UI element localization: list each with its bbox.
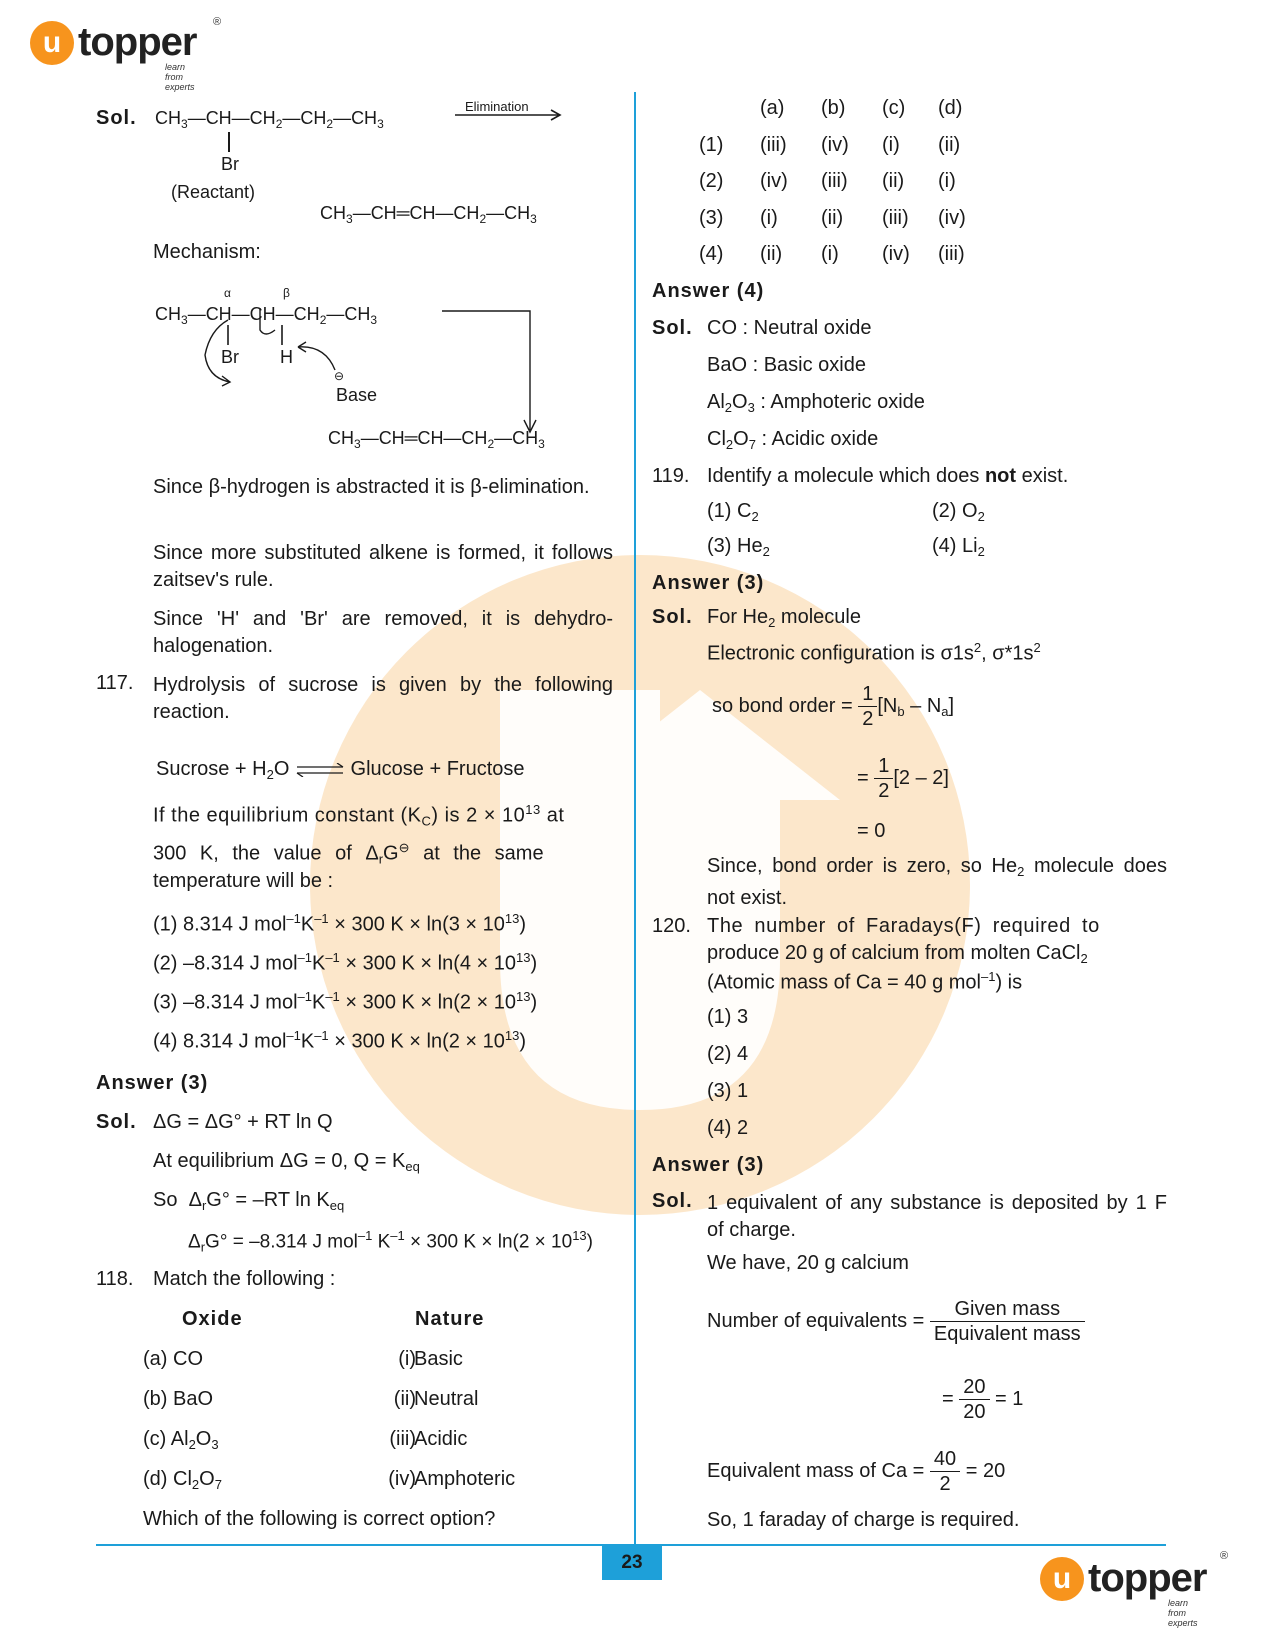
q120-line3-b: ) is xyxy=(995,971,1023,994)
brand-mark-icon: u xyxy=(30,21,74,65)
bond-line xyxy=(228,132,230,152)
given-mass: Given mass xyxy=(930,1297,1085,1322)
table-head-d: (d) xyxy=(938,97,963,119)
brand-logo-top xyxy=(30,16,222,92)
registered-icon: ® xyxy=(213,16,222,28)
sol-119-config: Electronic configuration is $\sigma 1s^2$, $\sigma*1s^2$ xyxy=(707,640,1041,665)
q120-line3-a: (Atomic mass of Ca = 40 g mol xyxy=(707,971,981,994)
row2-num: (2) xyxy=(699,170,724,192)
row1-b: (iv) xyxy=(821,134,849,156)
bond-order-eq2: = $\frac{1}{2}$ [2 – 2] xyxy=(857,755,949,802)
nature-num-iii: (iii) xyxy=(389,1428,416,1450)
q120-line2-text: produce 20 g of calcium from molten CaCl xyxy=(707,942,1081,964)
nature-acidic: Acidic xyxy=(414,1428,468,1450)
row1-c: (i) xyxy=(882,134,900,156)
nature-num-i: (i) xyxy=(398,1348,416,1370)
q117-option-1: (1) 8.314 J $mol^{-1}K^{-1} \times 300$ $K \times \ln(3 \times 10^{13})$ xyxy=(153,911,527,936)
nature-basic: Basic xyxy=(414,1348,463,1370)
brand-tagline-bottom: learn from experts xyxy=(1168,1598,1198,1628)
q119-not: not xyxy=(984,465,1017,487)
q117-equilibrium-line3: temperature will be : xyxy=(153,870,334,892)
row2-c: (ii) xyxy=(882,170,905,192)
sol-119-conclusion: Since, bond order is zero, so $He_2$ molecule does not exist. xyxy=(707,855,1167,909)
half-fraction: $\frac{1}{2}$ xyxy=(858,682,877,731)
q118-which: Which of the following is correct option? xyxy=(143,1508,496,1530)
q119-text xyxy=(707,465,1068,488)
eq-mass-ca: Equivalent mass of Ca = $\frac{40}{2}$ = 20 xyxy=(707,1448,1006,1495)
q118-text: Match the following : xyxy=(153,1268,336,1290)
bond-order-zero: = 0 xyxy=(857,820,886,842)
q117-number: 117. xyxy=(96,672,134,694)
bond-order-eq: so bond order = $\frac{1}{2}$ $[N_b - N_a]$ xyxy=(712,683,955,730)
alpha-label: α xyxy=(224,286,231,300)
table-head-a: (a) xyxy=(760,97,785,119)
answer-119: Answer (3) xyxy=(652,572,765,594)
row4-c: (iv) xyxy=(882,243,910,265)
sol-118-cl2o7: $Cl_2O_7$ : Acidic oxide xyxy=(707,428,879,452)
equilibrium-arrow-icon xyxy=(295,763,345,777)
row1-a: (iii) xyxy=(760,134,787,156)
oxide-b: (b) BaO xyxy=(143,1388,214,1410)
row4-d: (iii) xyxy=(938,243,965,265)
column-divider xyxy=(634,92,636,1547)
q119-text-b: exist. xyxy=(1021,465,1069,487)
q117-option-4: (4) 8.314 J $mol^{-1}K^{-1} \times 300$ $K \times \ln(2 \times 10^{13})$ xyxy=(153,1028,527,1053)
brand-tagline: learn from experts xyxy=(165,62,195,92)
q119-option-1: (1) $C_2$ xyxy=(707,500,759,524)
mechanism-heading: Mechanism: xyxy=(153,241,261,263)
row2-b: (iii) xyxy=(821,170,848,192)
oxide-a: (a) CO xyxy=(143,1348,203,1370)
reactant-label: (Reactant) xyxy=(171,182,256,202)
sol-120-final: So, 1 faraday of charge is required. xyxy=(707,1509,1020,1531)
forty-fraction: $\frac{40}{2}$ xyxy=(930,1447,960,1496)
equivalent-mass: Equivalent mass xyxy=(933,1323,1081,1345)
oxide-c-label: (c) Al xyxy=(143,1428,189,1450)
q119-option-4: (4) $Li_2$ xyxy=(932,535,985,559)
sol-120-line2: We have, 20 g calcium xyxy=(707,1252,909,1274)
q119-text-a: Identify a molecule which does xyxy=(707,465,980,487)
sol-119-for-he: For He xyxy=(707,606,769,628)
q120-line1: The number of Faradays(F) required to xyxy=(707,915,1100,937)
num-equivalents-label: Number of equivalents = xyxy=(707,1309,925,1332)
q120-line3: (Atomic mass of Ca = 40 g mol$^{-1}$) is xyxy=(707,969,1023,994)
num-equivalents-eq xyxy=(707,1297,1085,1346)
row3-a: (i) xyxy=(760,207,778,229)
eq-mass-ca-label: Equivalent mass of Ca = xyxy=(707,1459,925,1482)
br-label: Br xyxy=(221,154,239,174)
nature-amphoteric: Amphoteric xyxy=(414,1468,516,1490)
q120-option-4: (4) 2 xyxy=(707,1117,749,1139)
row4-b: (i) xyxy=(821,243,839,265)
row4-num: (4) xyxy=(699,243,724,265)
sol-118-al2o3-text: : Amphoteric oxide xyxy=(760,391,925,413)
sol-117-line1: ΔG = ΔG° + RT ln Q xyxy=(153,1111,333,1133)
q119-option-3: (3) $He_2$ xyxy=(707,535,770,559)
mechanism-chain: $CH_3—CH—CH—CH_2—CH_3$ xyxy=(155,304,378,327)
oxide-d-label: (d) Cl xyxy=(143,1468,192,1490)
q120-line2: produce 20 g of calcium from molten CaCl$_2$ xyxy=(707,942,1088,966)
mechanism-product: $CH_3—CH═CH—CH_2—CH_3$ xyxy=(328,428,545,451)
para-zaitsev: Since more substituted alkene is formed, it follows zaitsev's rule. xyxy=(153,542,613,591)
sol-118-al2o3: $Al_2O_3$ : Amphoteric oxide xyxy=(707,391,925,415)
sol-118-label: Sol. xyxy=(652,317,693,339)
registered-icon-bottom: ® xyxy=(1220,1550,1229,1562)
para-dehydrohalogenation: Since 'H' and 'Br' are removed, it is dehydro-halogenation. xyxy=(153,608,613,657)
q118-number: 118. xyxy=(96,1268,134,1290)
nature-num-ii: (ii) xyxy=(393,1388,416,1410)
col-nature-header: Nature xyxy=(415,1308,485,1330)
q119-option-2: (2) $O_2$ xyxy=(932,500,985,524)
equivalents-value: = $\frac{20}{20}$ = 1 xyxy=(942,1376,1024,1423)
sol-117-label: Sol. xyxy=(96,1111,137,1133)
page-number-box xyxy=(602,1546,662,1580)
brand-logo-bottom xyxy=(1040,1550,1229,1628)
row2-d: (i) xyxy=(938,170,956,192)
mass-fraction xyxy=(930,1297,1085,1346)
table-head-b: (b) xyxy=(821,97,846,119)
reaction-fructose: Fructose xyxy=(446,758,525,780)
q117-option-2: (2) –8.314 J $mol^{-1}K^{-1} \times 300$ $K \times \ln(4 \times 10^{13})$ xyxy=(153,950,538,975)
q117-option-4-label: (4) 8.314 J mol xyxy=(153,1030,287,1053)
h-label: H xyxy=(280,347,293,367)
reactant-chain: $CH_3—CH—CH_2—CH_2—CH_3$ xyxy=(155,108,384,131)
negative-charge-icon: ⊖ xyxy=(334,369,345,383)
sol-119-conclusion-b: molecule does not exist. xyxy=(707,855,1167,909)
base-label: Base xyxy=(336,385,378,405)
answer-120: Answer (3) xyxy=(652,1154,765,1176)
brand-name-bottom: topper xyxy=(1088,1556,1207,1600)
sol-119-config-text: Electronic configuration is σ1s xyxy=(707,642,974,665)
row3-b: (ii) xyxy=(821,207,844,229)
col-oxide-header: Oxide xyxy=(182,1308,243,1330)
twenty-fraction: $\frac{20}{20}$ xyxy=(959,1375,989,1424)
row2-a: (iv) xyxy=(760,170,788,192)
sol-119-conclusion-a: Since, bond order is zero, so He xyxy=(707,855,1018,877)
nature-neutral: Neutral xyxy=(414,1388,479,1410)
sol-118-cl2o7-text: : Acidic oxide xyxy=(761,428,879,450)
sol-117-line4: $\Delta_rG^\circ = -8.314$ J mol$^{-1}$ $K^{-1} \times 300$ $K \times \ln(2 \times 10^{13})$ xyxy=(188,1228,593,1255)
sol-120-label: Sol. xyxy=(652,1190,693,1212)
q117-option-2-label: (2) –8.314 J mol xyxy=(153,952,298,975)
half-fraction-2: $\frac{1}{2}$ xyxy=(874,754,893,803)
bond-order-label: so bond order = xyxy=(712,694,853,717)
row3-num: (3) xyxy=(699,207,724,229)
mechanism-arrows-icon xyxy=(190,300,540,440)
brand-mark-icon-bottom: u xyxy=(1040,1557,1084,1601)
q117-text: Hydrolysis of sucrose is given by the following reaction. xyxy=(153,674,613,723)
q120-option-1: (1) 3 xyxy=(707,1006,749,1028)
q117-option-1-label: (1) 8.314 J mol xyxy=(153,913,287,936)
answer-118: Answer (4) xyxy=(652,280,765,302)
q117-equilibrium-line2: 300 K, the value of $\Delta_rG^⊖$ at the same xyxy=(153,840,544,867)
page-number: 23 xyxy=(621,1552,643,1573)
answer-117: Answer (3) xyxy=(96,1072,209,1094)
row3-d: (iv) xyxy=(938,207,966,229)
beta-label: β xyxy=(283,286,290,300)
elimination-arrow-icon xyxy=(455,108,565,122)
q117-option-3-label: (3) –8.314 J mol xyxy=(153,991,298,1014)
sucrose-reaction: Sucrose + $H_2O$ Glucose + Fructose xyxy=(156,758,525,782)
sol-120-line1: 1 equivalent of any substance is deposited by 1 F of charge. xyxy=(707,1192,1167,1241)
sol-119-line1: For $He_2$ molecule xyxy=(707,606,861,630)
reaction-sucrose: Sucrose xyxy=(156,758,230,780)
q117-option-3: (3) –8.314 J $mol^{-1}K^{-1} \times 300$ $K \times \ln(2 \times 10^{13})$ xyxy=(153,989,538,1014)
sol-118-bao: BaO : Basic oxide xyxy=(707,354,866,376)
brand-name: topper xyxy=(78,20,197,64)
sol-119-label: Sol. xyxy=(652,606,693,628)
sol-label: Sol. xyxy=(96,107,137,129)
q120-option-3: (3) 1 xyxy=(707,1080,749,1102)
table-head-c: (c) xyxy=(882,97,906,119)
row1-num: (1) xyxy=(699,134,724,156)
row1-d: (ii) xyxy=(938,134,961,156)
row4-a: (ii) xyxy=(760,243,783,265)
product-chain: $CH_3—CH═CH—CH_2—CH_3$ xyxy=(320,203,537,226)
oxide-d: (d) $Cl_2O_7$ xyxy=(143,1468,222,1492)
sol-119-molecule: molecule xyxy=(780,606,861,628)
nature-num-iv: (iv) xyxy=(388,1468,416,1490)
reaction-glucose: Glucose xyxy=(350,758,424,780)
q119-number: 119. xyxy=(652,465,690,487)
br-label-2: Br xyxy=(221,347,239,367)
para-beta-elimination: Since β-hydrogen is abstracted it is β-elimination. xyxy=(153,476,590,498)
oxide-c: (c) $Al_2O_3$ xyxy=(143,1428,219,1452)
sol-117-line3: So $\Delta_rG^\circ = -RT$ $\ln K_{eq}$ xyxy=(153,1189,345,1213)
sol-118-co: CO : Neutral oxide xyxy=(707,317,872,339)
elimination-label: Elimination xyxy=(465,99,529,114)
row3-c: (iii) xyxy=(882,207,909,229)
q117-equilibrium-line1: If the equilibrium constant $(K_C)$ is $2 \times 10^{13}$ at xyxy=(153,802,565,829)
q120-option-2: (2) 4 xyxy=(707,1043,749,1065)
q120-number: 120. xyxy=(652,915,691,937)
sol-117-line2: At equilibrium ΔG = 0, $Q = K_{eq}$ xyxy=(153,1150,420,1174)
